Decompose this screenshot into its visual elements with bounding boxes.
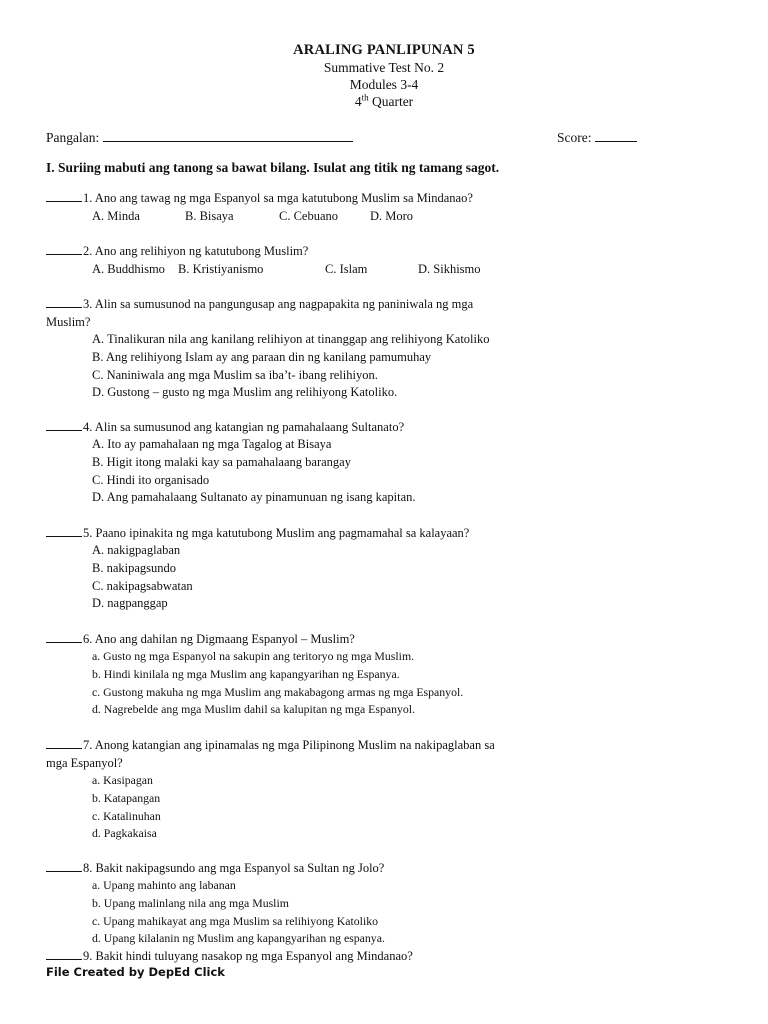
- modules-label: Modules 3-4: [349, 77, 419, 92]
- answer-blank[interactable]: [46, 419, 82, 431]
- answer-blank[interactable]: [46, 860, 82, 872]
- option: D. nagpanggap: [92, 596, 168, 611]
- option: B. Kristiyanismo: [178, 262, 264, 276]
- question-2: [46, 242, 736, 278]
- question-stem-continued: mga Espanyol?: [46, 756, 123, 770]
- score-blank[interactable]: [595, 129, 637, 142]
- answer-blank[interactable]: [46, 296, 82, 308]
- question-5: [46, 524, 736, 613]
- options-row: [92, 260, 736, 278]
- option: c. Upang mahikayat ang mga Muslim sa relihiyong Katoliko: [92, 913, 379, 928]
- document-title: ARALING PANLIPUNAN 5: [293, 42, 475, 58]
- name-row: [46, 129, 353, 146]
- option: A. nakigpaglaban: [92, 543, 181, 557]
- option: A. Minda: [92, 209, 140, 223]
- option: C. Hindi ito organisado: [92, 472, 210, 487]
- question-stem: 2. Ano ang relihiyon ng katutubong Muslim?: [83, 244, 309, 258]
- option: b. Upang malinlang nila ang mga Muslim: [92, 895, 289, 910]
- answer-blank[interactable]: [46, 525, 82, 537]
- option: B. Higit itong malaki kay sa pamahalaang barangay: [92, 454, 351, 469]
- question-stem: 4. Alin sa sumusunod ang katangian ng pamahalaang Sultanato?: [83, 420, 405, 434]
- name-label: Pangalan:: [46, 130, 100, 145]
- question-stem: 7. Anong katangian ang ipinamalas ng mga Pilipinong Muslim na nakipaglaban sa: [83, 738, 495, 752]
- options-list: [92, 877, 736, 948]
- option: D. Moro: [370, 209, 414, 223]
- question-9: [46, 947, 736, 965]
- option: C. Cebuano: [279, 209, 339, 223]
- option: B. Bisaya: [185, 209, 234, 223]
- option: a. Upang mahinto ang labanan: [92, 878, 236, 892]
- option: d. Nagrebelde ang mga Muslim dahil sa kalupitan ng mga Espanyol.: [92, 702, 416, 717]
- question-stem-continued: Muslim?: [46, 315, 91, 329]
- option: A. Ito ay pamahalaan ng mga Tagalog at Bisaya: [92, 437, 332, 451]
- option: a. Gusto ng mga Espanyol na sakupin ang teritoryo ng mga Muslim.: [92, 649, 415, 663]
- question-4: [46, 418, 736, 507]
- name-blank[interactable]: [103, 129, 353, 142]
- option: c. Gustong makuha ng mga Muslim ang makabagong armas ng mga Espanyol.: [92, 684, 464, 699]
- option: B. nakipagsundo: [92, 560, 177, 575]
- question-1: [46, 189, 736, 225]
- option: a. Kasipagan: [92, 773, 153, 787]
- option: b. Hindi kinilala ng mga Muslim ang kapangyarihan ng Espanya.: [92, 666, 400, 681]
- options-list: [92, 331, 736, 402]
- answer-blank[interactable]: [46, 948, 82, 960]
- answer-blank[interactable]: [46, 737, 82, 749]
- option: A. Buddhismo: [92, 262, 165, 276]
- question-stem: 8. Bakit nakipagsundo ang mga Espanyol sa Sultan ng Jolo?: [83, 861, 385, 875]
- option: d. Upang kilalanin ng Muslim ang kapangyarihan ng espanya.: [92, 931, 385, 946]
- option: d. Pagkakaisa: [92, 826, 157, 841]
- question-stem: 5. Paano ipinakita ng mga katutubong Muslim ang pagmamahal sa kalayaan?: [83, 526, 470, 540]
- option: B. Ang relihiyong Islam ay ang paraan din ng kanilang pamumuhay: [92, 349, 432, 364]
- option: b. Katapangan: [92, 790, 161, 805]
- option: D. Sikhismo: [418, 262, 481, 276]
- option: c. Katalinuhan: [92, 808, 161, 823]
- question-6: [46, 630, 736, 719]
- option: C. Islam: [325, 262, 368, 276]
- option: D. Ang pamahalaang Sultanato ay pinamunuan ng isang kapitan.: [92, 490, 416, 505]
- score-row: [557, 129, 637, 146]
- question-stem: 3. Alin sa sumusunod na pangungusap ang nagpapakita ng paniniwala ng mga: [83, 297, 474, 311]
- options-row: [92, 207, 736, 225]
- option: A. Tinalikuran nila ang kanilang relihiyon at tinanggap ang relihiyong Katoliko: [92, 332, 490, 346]
- question-7: [46, 736, 736, 843]
- question-8: [46, 859, 736, 948]
- answer-blank[interactable]: [46, 190, 82, 202]
- options-list: [92, 772, 736, 843]
- option: D. Gustong – gusto ng mga Muslim ang relihiyong Katoliko.: [92, 385, 398, 400]
- document-header: [0, 42, 768, 110]
- option: C. Naniniwala ang mga Muslim sa iba’t- ibang relihiyon.: [92, 367, 378, 382]
- footer-credit: File Created by DepEd Click: [46, 965, 225, 979]
- score-label: Score:: [557, 130, 592, 145]
- question-stem: 1. Ano ang tawag ng mga Espanyol sa mga katutubong Muslim sa Mindanao?: [83, 191, 473, 205]
- answer-blank[interactable]: [46, 243, 82, 255]
- question-3: [46, 295, 736, 402]
- quarter-label: 4th Quarter: [354, 92, 414, 109]
- option: C. nakipagsabwatan: [92, 578, 193, 593]
- instructions: I. Suriing mabuti ang tanong sa bawat bilang. Isulat ang titik ng tamang sagot.: [46, 160, 500, 175]
- test-number: Summative Test No. 2: [323, 60, 445, 75]
- options-list: [92, 436, 736, 507]
- options-list: [92, 542, 736, 613]
- question-stem: 6. Ano ang dahilan ng Digmaang Espanyol – Muslim?: [83, 632, 355, 646]
- options-list: [92, 648, 736, 719]
- question-stem: 9. Bakit hindi tuluyang nasakop ng mga Espanyol ang Mindanao?: [83, 949, 413, 963]
- answer-blank[interactable]: [46, 631, 82, 643]
